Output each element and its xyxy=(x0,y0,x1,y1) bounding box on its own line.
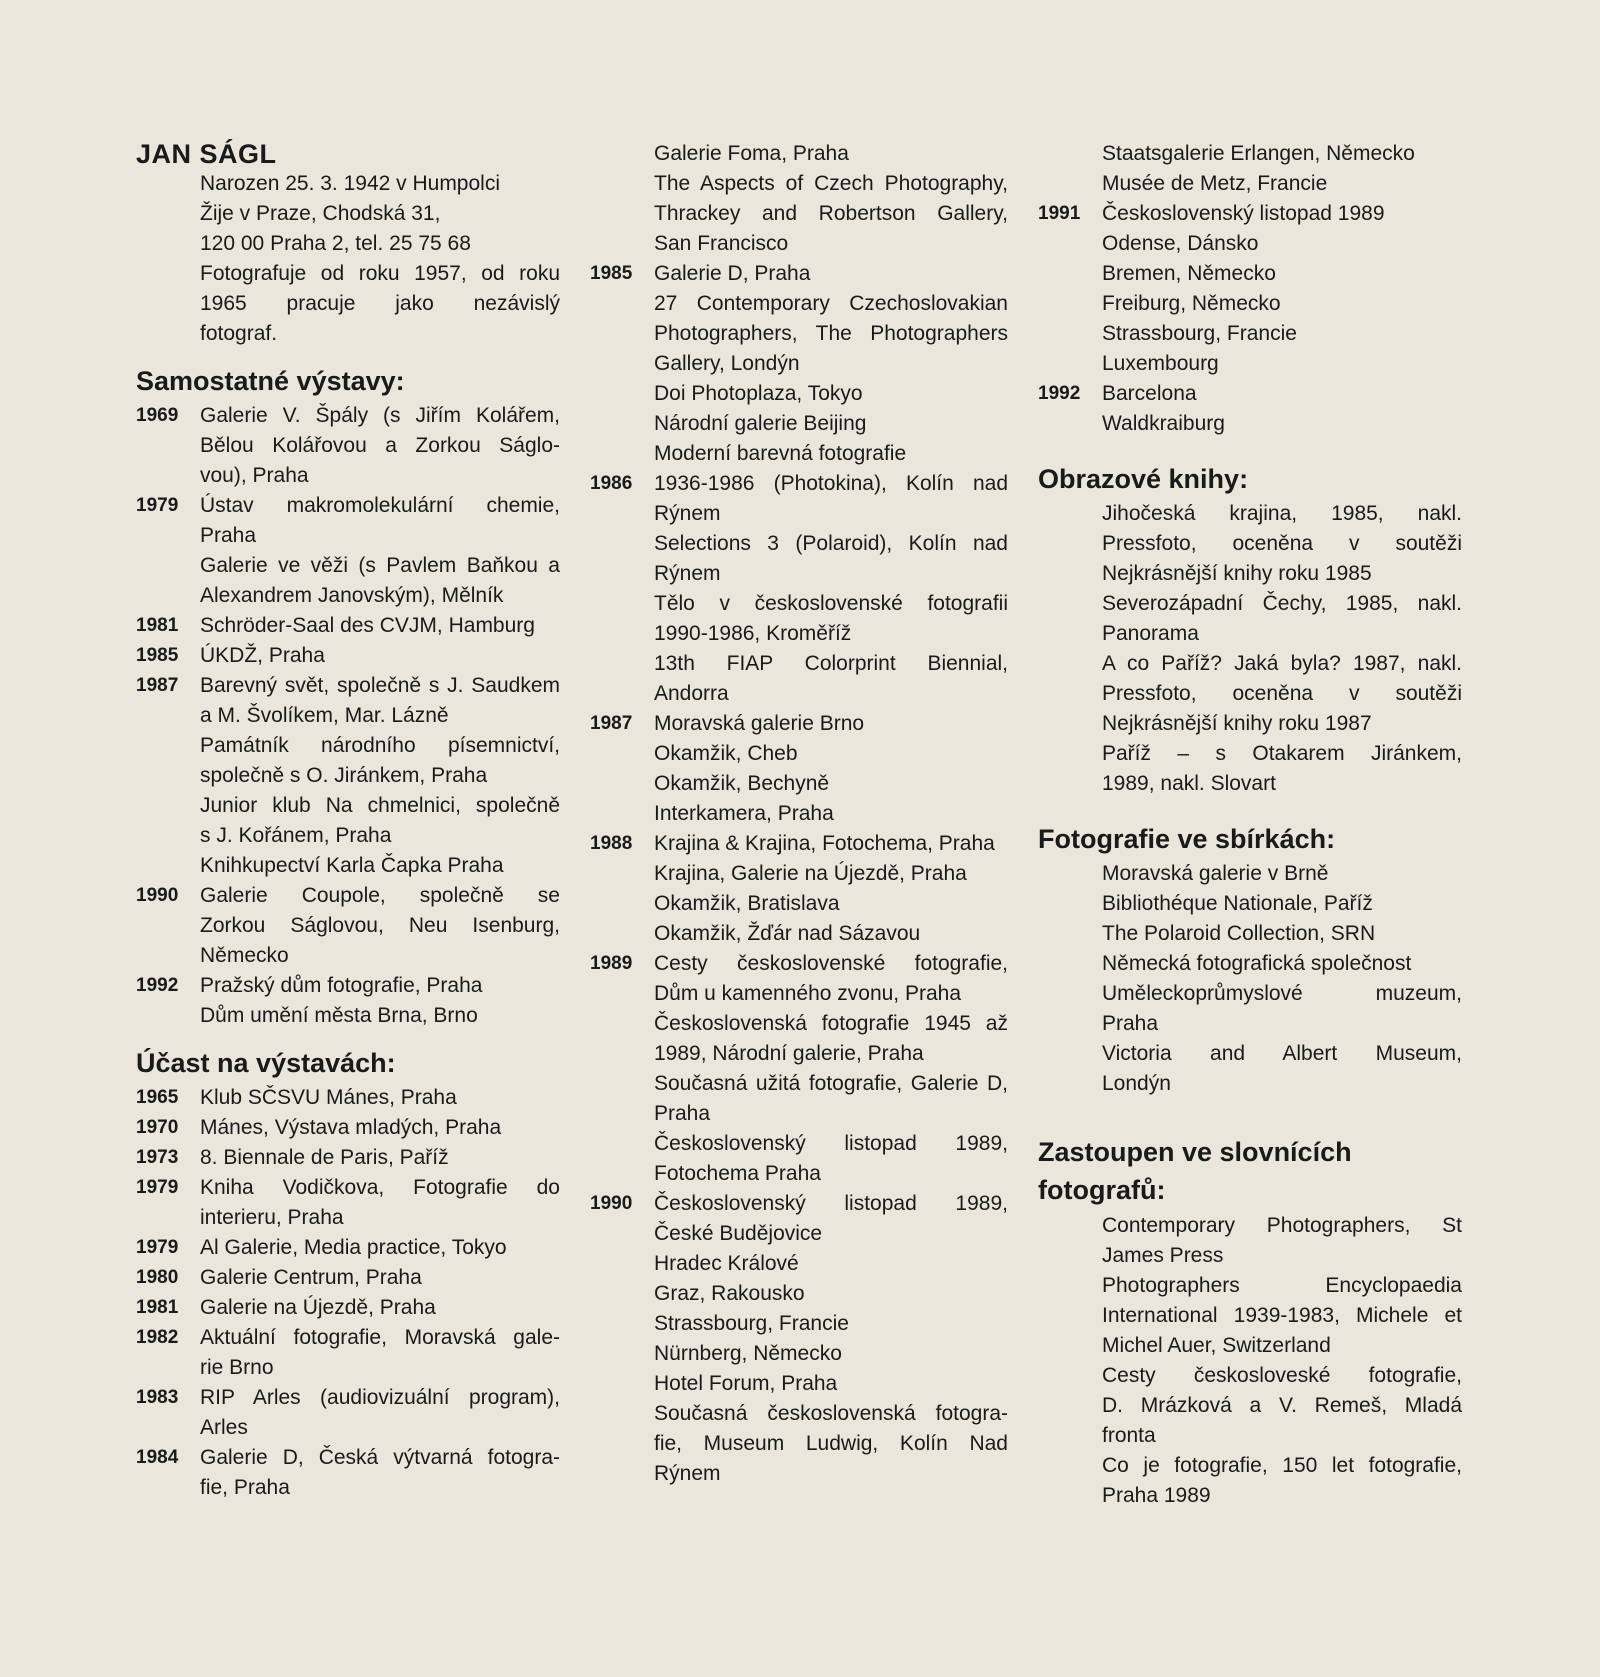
exhibition-entry xyxy=(136,1083,560,1113)
exhibition-year: 1992 xyxy=(136,975,179,996)
exhibition-lines xyxy=(200,671,560,881)
text-line: Photographers, The Photographers xyxy=(654,322,1008,345)
exhibition-lines xyxy=(654,469,1008,709)
text-line: Žije v Praze, Chodská 31, xyxy=(200,202,441,225)
exhibition-lines xyxy=(1102,139,1462,199)
text-line: České Budějovice xyxy=(654,1222,823,1245)
text-line: 8. Biennale de Paris, Paříž xyxy=(200,1146,449,1169)
text-line: fronta xyxy=(1102,1424,1156,1447)
exhibition-year: 1987 xyxy=(136,675,179,696)
text-line: Freiburg, Německo xyxy=(1102,292,1281,315)
text-line: Selections 3 (Polaroid), Kolín nad xyxy=(654,532,1008,555)
text-line: Nürnberg, Německo xyxy=(654,1342,842,1365)
text-line: 13th FIAP Colorprint Biennial, xyxy=(654,652,1008,675)
text-line: Severozápadní Čechy, 1985, nakl. xyxy=(1102,592,1462,615)
text-line: Rýnem xyxy=(654,562,721,585)
exhibition-entry xyxy=(136,1323,560,1383)
text-line: RIP Arles (audiovizuální program), xyxy=(200,1386,560,1409)
text-line: Cesty českosloveské fotografie, xyxy=(1102,1364,1462,1387)
text-line: Fotografuje od roku 1957, od roku xyxy=(200,262,560,285)
exhibition-lines xyxy=(200,1233,560,1263)
exhibition-year xyxy=(590,139,654,259)
text-line: Praha xyxy=(200,524,257,547)
text-line: Bělou Kolářovou a Zorkou Ságlo- xyxy=(200,434,560,457)
text-line: Al Galerie, Media practice, Tokyo xyxy=(200,1236,507,1259)
exhibition-year: 1985 xyxy=(590,263,633,284)
artist-name: JAN SÁGL xyxy=(136,139,277,169)
exhibition-lines xyxy=(200,641,560,671)
exhibition-entry xyxy=(136,401,560,491)
text-line: Barcelona xyxy=(1102,382,1197,405)
text-line: Praha xyxy=(1102,1012,1159,1035)
text-line: Československá fotografie 1945 až xyxy=(654,1012,1008,1035)
exhibition-lines xyxy=(200,1113,560,1143)
exhibition-lines xyxy=(654,949,1008,1189)
text-line: Okamžik, Cheb xyxy=(654,742,798,765)
exhibition-entry xyxy=(1038,199,1462,379)
text-line: Bremen, Německo xyxy=(1102,262,1276,285)
text-line: Hradec Králové xyxy=(654,1252,799,1275)
group-exhibitions-list-left xyxy=(136,1083,560,1503)
text-line: společně s O. Jiránkem, Praha xyxy=(200,764,488,787)
collections-heading: Fotografie ve sbírkách: xyxy=(1038,824,1336,854)
text-line: Praha xyxy=(654,1102,711,1125)
text-line: Krajina & Krajina, Fotochema, Praha xyxy=(654,832,995,855)
exhibition-entry xyxy=(590,1189,1008,1489)
text-line: Galerie Foma, Praha xyxy=(654,142,849,165)
text-line: Galerie Coupole, společně se xyxy=(200,884,560,907)
text-line: rie Brno xyxy=(200,1356,274,1379)
exhibition-entry xyxy=(136,1113,560,1143)
text-line: Uměleckoprůmyslové muzeum, xyxy=(1102,982,1462,1005)
exhibition-lines xyxy=(200,1323,560,1383)
text-line: James Press xyxy=(1102,1244,1224,1267)
text-line: Paříž – s Otakarem Jiránkem, xyxy=(1102,742,1462,765)
text-line: International 1939-1983, Michele et xyxy=(1102,1304,1462,1327)
exhibition-year: 1984 xyxy=(136,1447,179,1468)
text-line: s J. Kořánem, Praha xyxy=(200,824,392,847)
text-line: Pražský dům fotografie, Praha xyxy=(200,974,483,997)
group-exhibitions-list-right xyxy=(1038,139,1462,439)
dictionaries-heading-line1: Zastoupen ve slovnících xyxy=(1038,1137,1352,1167)
text-line: Československý listopad 1989, xyxy=(654,1132,1008,1155)
exhibition-entry xyxy=(136,1173,560,1233)
exhibition-entry xyxy=(590,829,1008,949)
text-line: Panorama xyxy=(1102,622,1199,645)
text-line: Zorkou Ságlovou, Neu Isenburg, xyxy=(200,914,560,937)
exhibition-entry xyxy=(136,1263,560,1293)
exhibition-entry xyxy=(590,949,1008,1189)
text-line: Waldkraiburg xyxy=(1102,412,1225,435)
exhibition-lines xyxy=(200,1263,560,1293)
text-line: Ústav makromolekulární chemie, xyxy=(200,494,560,517)
text-line: 27 Contemporary Czechoslovakian xyxy=(654,292,1008,315)
exhibition-entry xyxy=(136,1383,560,1443)
exhibition-entry xyxy=(136,971,560,1031)
text-line: Galerie D, Česká výtvarná fotogra- xyxy=(200,1446,560,1469)
exhibition-entry xyxy=(136,611,560,641)
text-line: 1936-1986 (Photokina), Kolín nad xyxy=(654,472,1008,495)
exhibition-year: 1973 xyxy=(136,1147,179,1168)
exhibition-year: 1987 xyxy=(590,713,633,734)
text-line: Co je fotografie, 150 let fotografie, xyxy=(1102,1454,1462,1477)
exhibition-lines xyxy=(654,139,1008,259)
middle-column xyxy=(590,139,1008,1489)
collections-list xyxy=(1102,859,1462,1099)
text-line: Photographers Encyclopaedia xyxy=(1102,1274,1462,1297)
text-line: fie, Museum Ludwig, Kolín Nad xyxy=(654,1432,1008,1455)
exhibition-year: 1979 xyxy=(136,1237,179,1258)
text-line: Nejkrásnější knihy roku 1985 xyxy=(1102,562,1372,585)
text-line: Graz, Rakousko xyxy=(654,1282,805,1305)
text-line: D. Mrázková a V. Remeš, Mladá xyxy=(1102,1394,1462,1417)
exhibition-entry xyxy=(590,709,1008,829)
text-line: Německo xyxy=(200,944,289,967)
text-line: 1989, Národní galerie, Praha xyxy=(654,1042,924,1065)
text-line: Knihkupectví Karla Čapka Praha xyxy=(200,854,504,877)
exhibition-year: 1992 xyxy=(1038,383,1081,404)
text-line: Luxembourg xyxy=(1102,352,1219,375)
text-line: Schröder-Saal des CVJM, Hamburg xyxy=(200,614,535,637)
text-line: Mánes, Výstava mladých, Praha xyxy=(200,1116,502,1139)
exhibition-year: 1986 xyxy=(590,473,633,494)
text-line: Moravská galerie v Brně xyxy=(1102,862,1329,885)
text-line: Galerie V. Špály (s Jiřím Kolářem, xyxy=(200,404,560,427)
exhibition-year: 1985 xyxy=(136,645,179,666)
text-line: Gallery, Londýn xyxy=(654,352,800,375)
text-line: Současná československá fotogra- xyxy=(654,1402,1008,1425)
exhibition-year: 1969 xyxy=(136,405,179,426)
exhibition-entry xyxy=(136,491,560,611)
exhibition-year xyxy=(1038,139,1102,199)
exhibition-lines xyxy=(654,259,1008,469)
text-line: Německá fotografická společnost xyxy=(1102,952,1412,975)
exhibition-lines xyxy=(200,1083,560,1113)
text-line: Odense, Dánsko xyxy=(1102,232,1259,255)
text-line: Thrackey and Robertson Gallery, xyxy=(654,202,1008,225)
text-line: Cesty československé fotografie, xyxy=(654,952,1008,975)
text-line: Klub SČSVU Mánes, Praha xyxy=(200,1086,457,1109)
dictionaries-heading-line2: fotografů: xyxy=(1038,1175,1166,1205)
text-line: Československý listopad 1989 xyxy=(1102,202,1385,225)
artist-bio xyxy=(200,169,560,349)
text-line: Galerie na Újezdě, Praha xyxy=(200,1296,436,1319)
text-line: Staatsgalerie Erlangen, Německo xyxy=(1102,142,1415,165)
text-line: Pressfoto, oceněna v soutěži xyxy=(1102,532,1462,555)
text-line: fie, Praha xyxy=(200,1476,290,1499)
exhibition-entry xyxy=(1038,379,1462,439)
text-line: Junior klub Na chmelnici, společně xyxy=(200,794,560,817)
exhibition-entry xyxy=(136,881,560,971)
exhibition-lines xyxy=(200,1143,560,1173)
text-line: Národní galerie Beijing xyxy=(654,412,867,435)
exhibition-lines xyxy=(200,611,560,641)
exhibition-lines xyxy=(200,971,560,1031)
left-column xyxy=(136,139,560,1503)
dictionaries-heading xyxy=(1038,1133,1462,1209)
text-line: Rýnem xyxy=(654,502,721,525)
text-line: 1965 pracuje jako nezávislý xyxy=(200,292,560,315)
text-line: vou), Praha xyxy=(200,464,309,487)
text-line: Nejkrásnější knihy roku 1987 xyxy=(1102,712,1372,735)
exhibition-entry xyxy=(136,1443,560,1503)
exhibition-year: 1991 xyxy=(1038,203,1081,224)
text-line: Alexandrem Janovským), Mělník xyxy=(200,584,504,607)
text-line: Dům u kamenného zvonu, Praha xyxy=(654,982,962,1005)
text-line: Okamžik, Žďár nad Sázavou xyxy=(654,922,921,945)
text-line: Aktuální fotografie, Moravská gale- xyxy=(200,1326,560,1349)
text-line: Současná užitá fotografie, Galerie D, xyxy=(654,1072,1008,1095)
text-line: Victoria and Albert Museum, xyxy=(1102,1042,1462,1065)
photo-books-heading: Obrazové knihy: xyxy=(1038,464,1249,494)
text-line: Československý listopad 1989, xyxy=(654,1192,1008,1215)
text-line: Strassbourg, Francie xyxy=(654,1312,849,1335)
exhibition-lines xyxy=(654,1189,1008,1489)
text-line: Okamžik, Bechyně xyxy=(654,772,830,795)
exhibition-year: 1983 xyxy=(136,1387,179,1408)
exhibition-lines xyxy=(200,881,560,971)
text-line: Hotel Forum, Praha xyxy=(654,1372,838,1395)
exhibition-year: 1981 xyxy=(136,615,179,636)
text-line: Galerie D, Praha xyxy=(654,262,811,285)
text-line: Andorra xyxy=(654,682,729,705)
text-line: The Aspects of Czech Photography, xyxy=(654,172,1008,195)
solo-exhibitions-heading: Samostatné výstavy: xyxy=(136,366,405,396)
photo-books-list xyxy=(1102,499,1462,799)
text-line: Rýnem xyxy=(654,1462,721,1485)
text-line: Contemporary Photographers, St xyxy=(1102,1214,1462,1237)
exhibition-lines xyxy=(200,1383,560,1443)
exhibition-lines xyxy=(654,829,1008,949)
exhibition-entry xyxy=(136,671,560,881)
dictionaries-list xyxy=(1102,1211,1462,1511)
text-line: Doi Photoplaza, Tokyo xyxy=(654,382,863,405)
text-line: Kniha Vodičkova, Fotografie do xyxy=(200,1176,560,1199)
text-line: fotograf. xyxy=(200,322,278,345)
text-line: Strassbourg, Francie xyxy=(1102,322,1297,345)
exhibition-entry xyxy=(136,1143,560,1173)
exhibition-entry xyxy=(136,1293,560,1323)
exhibition-year: 1981 xyxy=(136,1297,179,1318)
text-line: interieru, Praha xyxy=(200,1206,344,1229)
text-line: Praha 1989 xyxy=(1102,1484,1211,1507)
text-line: Arles xyxy=(200,1416,248,1439)
text-line: San Francisco xyxy=(654,232,789,255)
text-line: Moravská galerie Brno xyxy=(654,712,865,735)
exhibition-year: 1989 xyxy=(590,953,633,974)
text-line: Okamžik, Bratislava xyxy=(654,892,840,915)
text-line: ÚKDŽ, Praha xyxy=(200,644,325,667)
text-line: 1990-1986, Kroměříž xyxy=(654,622,852,645)
text-line: Jihočeská krajina, 1985, nakl. xyxy=(1102,502,1462,525)
exhibition-year: 1990 xyxy=(136,885,179,906)
exhibition-entry xyxy=(1038,139,1462,199)
text-line: Londýn xyxy=(1102,1072,1171,1095)
text-line: Interkamera, Praha xyxy=(654,802,834,825)
exhibition-entry xyxy=(590,139,1008,259)
text-line: Michel Auer, Switzerland xyxy=(1102,1334,1331,1357)
exhibition-year: 1970 xyxy=(136,1117,179,1138)
exhibition-lines xyxy=(200,401,560,491)
text-line: A co Paříž? Jaká byla? 1987, nakl. xyxy=(1102,652,1462,675)
text-line: Narozen 25. 3. 1942 v Humpolci xyxy=(200,172,500,195)
text-line: Galerie ve věži (s Pavlem Baňkou a xyxy=(200,554,560,577)
text-line: Musée de Metz, Francie xyxy=(1102,172,1328,195)
exhibition-entry xyxy=(590,469,1008,709)
exhibition-lines xyxy=(200,1293,560,1323)
exhibition-year: 1979 xyxy=(136,495,179,516)
exhibition-lines xyxy=(1102,379,1462,439)
exhibition-year: 1990 xyxy=(590,1193,633,1214)
text-line: Pressfoto, oceněna v soutěži xyxy=(1102,682,1462,705)
exhibition-entry xyxy=(136,1233,560,1263)
text-line: Fotochema Praha xyxy=(654,1162,821,1185)
group-exhibitions-list-middle xyxy=(590,139,1008,1489)
text-line: Galerie Centrum, Praha xyxy=(200,1266,422,1289)
text-line: Bibliothéque Nationale, Paříž xyxy=(1102,892,1373,915)
exhibition-lines xyxy=(1102,199,1462,379)
exhibition-lines xyxy=(200,491,560,611)
text-line: a M. Švolíkem, Mar. Lázně xyxy=(200,704,449,727)
exhibition-year: 1979 xyxy=(136,1177,179,1198)
text-line: 120 00 Praha 2, tel. 25 75 68 xyxy=(200,232,471,255)
exhibition-entry xyxy=(136,641,560,671)
exhibition-year: 1982 xyxy=(136,1327,179,1348)
text-line: Barevný svět, společně s J. Saudkem xyxy=(200,674,560,697)
exhibition-lines xyxy=(654,709,1008,829)
text-line: 1989, nakl. Slovart xyxy=(1102,772,1276,795)
exhibition-year: 1980 xyxy=(136,1267,179,1288)
text-line: Tělo v československé fotografii xyxy=(654,592,1008,615)
exhibition-lines xyxy=(200,1173,560,1233)
text-line: The Polaroid Collection, SRN xyxy=(1102,922,1376,945)
group-exhibitions-heading: Účast na výstavách: xyxy=(136,1048,396,1078)
exhibition-year: 1965 xyxy=(136,1087,179,1108)
right-column xyxy=(1038,139,1462,1511)
text-line: Krajina, Galerie na Újezdě, Praha xyxy=(654,862,967,885)
text-line: Památník národního písemnictví, xyxy=(200,734,560,757)
exhibition-year: 1988 xyxy=(590,833,633,854)
exhibition-entry xyxy=(590,259,1008,469)
exhibition-lines xyxy=(200,1443,560,1503)
solo-exhibitions-list xyxy=(136,401,560,1031)
text-line: Moderní barevná fotografie xyxy=(654,442,907,465)
text-line: Dům umění města Brna, Brno xyxy=(200,1004,478,1027)
